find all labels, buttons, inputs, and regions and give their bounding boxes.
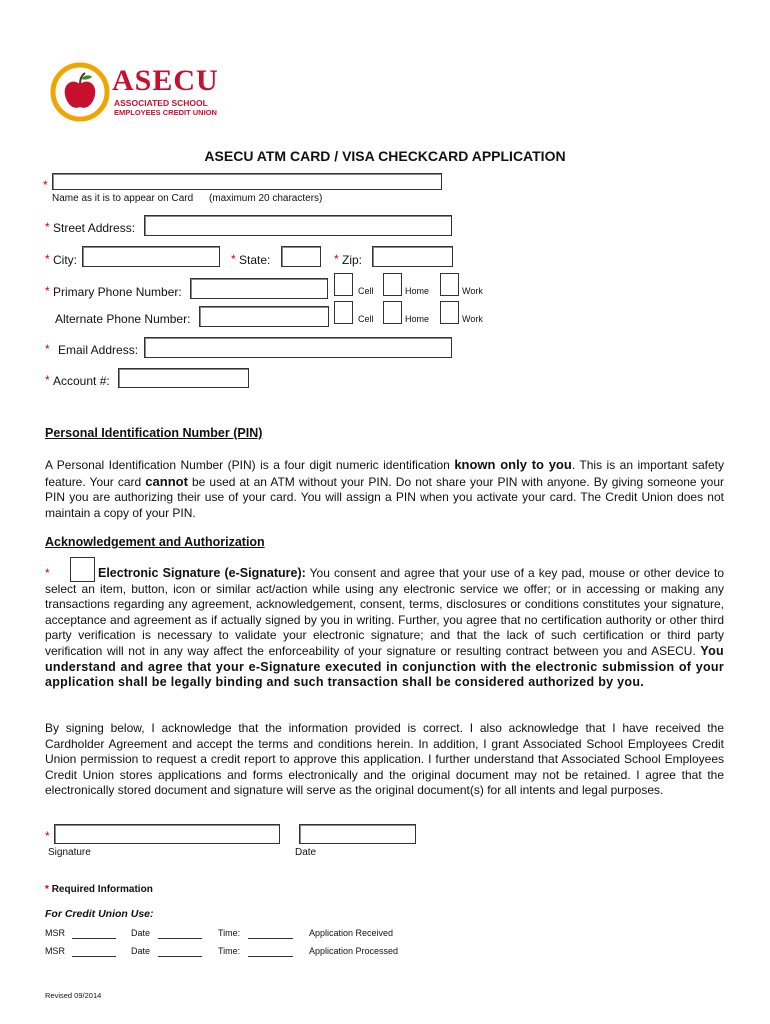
esignature-paragraph bbox=[45, 566, 724, 691]
state-input[interactable] bbox=[281, 246, 321, 267]
ack-heading: Acknowledgement and Authorization bbox=[45, 535, 265, 549]
pin-text-bold-2: cannot bbox=[145, 473, 188, 489]
revised-note: Revised 09/2014 bbox=[45, 991, 102, 1000]
primary-phone-input[interactable] bbox=[190, 278, 328, 299]
alternate-work-label: Work bbox=[462, 314, 483, 324]
time-label: Time: bbox=[218, 946, 241, 956]
pin-text-2: . This is an important safety feature. Your card bbox=[45, 458, 724, 489]
pin-paragraph bbox=[45, 457, 724, 521]
esignature-title: Electronic Signature (e-Signature): bbox=[98, 566, 306, 580]
pin-text-bold-1: known only to you bbox=[454, 457, 572, 472]
required-marker: * bbox=[45, 220, 50, 234]
required-marker: * bbox=[45, 566, 50, 580]
date-label: Date bbox=[295, 847, 317, 858]
alternate-phone-label: Alternate Phone Number: bbox=[55, 312, 191, 326]
required-marker: * bbox=[45, 342, 50, 356]
alternate-home-checkbox[interactable] bbox=[383, 301, 402, 324]
date-blank[interactable] bbox=[158, 946, 202, 957]
esignature-bold-text: You understand and agree that your e-Signature executed in conjunction with the electronic submission of your application shall be legally binding and such transaction shall be considered authorized by you. bbox=[45, 643, 724, 690]
email-input[interactable] bbox=[144, 337, 452, 358]
alternate-home-label: Home bbox=[405, 314, 430, 324]
account-label: Account #: bbox=[53, 374, 110, 388]
page-title: ASECU ATM CARD / VISA CHECKCARD APPLICATION bbox=[204, 148, 566, 164]
msr-blank[interactable] bbox=[72, 928, 116, 939]
time-label: Time: bbox=[218, 928, 241, 938]
required-info-text: Required Information bbox=[51, 884, 153, 895]
signing-paragraph: By signing below, I acknowledge that the information provided is correct. I also acknowledge that I have received the Cardholder Agreement and accept the terms and conditions herein. In addition, I grant Associated School Employees Credit Union permission to request a credit report to approve this application. I further understand that Associated School Employees Credit Union stores applications and forms electronically and the original document may not be retained. I agree that the electronically stored document and signature will serve as the original document(s) for all intents and legal purposes. bbox=[45, 721, 724, 798]
primary-work-label: Work bbox=[462, 286, 483, 296]
time-blank[interactable] bbox=[248, 928, 293, 939]
date-input[interactable] bbox=[299, 824, 416, 844]
logo-brand: ASECU bbox=[112, 64, 219, 97]
required-marker: * bbox=[334, 252, 339, 266]
alternate-phone-input[interactable] bbox=[199, 306, 329, 327]
cu-use-row bbox=[45, 946, 445, 960]
primary-home-label: Home bbox=[405, 286, 430, 296]
esignature-text: You consent and agree that your use of a key pad, mouse or other device to select an item, button, icon or similar act/action while using any electronic service we offer; or in accessing or making any transactions regarding any agreement, acknowledgement, consent, terms, disclosures or conditions constitutes your signature, acceptance and agreement as if actually signed by you in writing. Further, you agree that no certification authority or other third party verification is necessary to validate your electronic signature; and that the lack of such certification or third party verification will not in any way affect the enforceability of your signature or resulting contract between you and ASECU. bbox=[45, 566, 724, 658]
required-marker: * bbox=[45, 884, 49, 895]
required-info-note bbox=[45, 884, 153, 895]
zip-input[interactable] bbox=[372, 246, 453, 267]
cu-use-row bbox=[45, 928, 445, 942]
required-marker: * bbox=[45, 252, 50, 266]
alternate-work-checkbox[interactable] bbox=[440, 301, 459, 324]
logo bbox=[50, 62, 220, 124]
required-marker: * bbox=[43, 178, 48, 192]
required-marker: * bbox=[45, 284, 50, 298]
cu-use-heading: For Credit Union Use: bbox=[45, 908, 154, 920]
status-label: Application Processed bbox=[309, 946, 399, 956]
alternate-cell-checkbox[interactable] bbox=[334, 301, 353, 324]
card-name-caption: Name as it is to appear on Card bbox=[52, 193, 194, 204]
primary-cell-checkbox[interactable] bbox=[334, 273, 353, 296]
pin-heading: Personal Identification Number (PIN) bbox=[45, 426, 263, 440]
card-name-input[interactable] bbox=[52, 173, 442, 190]
primary-home-checkbox[interactable] bbox=[383, 273, 402, 296]
email-label: Email Address: bbox=[58, 343, 139, 357]
signature-input[interactable] bbox=[54, 824, 280, 844]
msr-blank[interactable] bbox=[72, 946, 116, 957]
primary-cell-label: Cell bbox=[358, 286, 374, 296]
msr-label: MSR bbox=[45, 946, 65, 956]
state-label: State: bbox=[239, 253, 271, 267]
primary-phone-label: Primary Phone Number: bbox=[53, 285, 182, 299]
date-blank[interactable] bbox=[158, 928, 202, 939]
alternate-cell-label: Cell bbox=[358, 314, 374, 324]
msr-label: MSR bbox=[45, 928, 65, 938]
account-input[interactable] bbox=[118, 368, 249, 388]
time-blank[interactable] bbox=[248, 946, 293, 957]
pin-text-1: A Personal Identification Number (PIN) is a four digit numeric identification bbox=[45, 458, 455, 472]
city-label: City: bbox=[53, 253, 77, 267]
required-marker: * bbox=[231, 252, 236, 266]
date-label: Date bbox=[131, 946, 151, 956]
street-label: Street Address: bbox=[53, 221, 136, 235]
logo-line1: ASSOCIATED SCHOOL bbox=[114, 98, 208, 108]
street-input[interactable] bbox=[144, 215, 452, 236]
status-label: Application Received bbox=[309, 928, 394, 938]
card-name-hint: (maximum 20 characters) bbox=[209, 193, 323, 204]
pin-text-3: be used at an ATM without your PIN. Do not share your PIN with anyone. By giving someone your PIN you are authorizing their use of your card. You will assign a PIN when you activate your card. The Credit Union does not maintain a copy of your PIN. bbox=[45, 474, 725, 520]
date-label: Date bbox=[131, 928, 151, 938]
required-marker: * bbox=[45, 373, 50, 387]
primary-work-checkbox[interactable] bbox=[440, 273, 459, 296]
zip-label: Zip: bbox=[342, 253, 363, 267]
city-input[interactable] bbox=[82, 246, 220, 267]
apple-logo-icon bbox=[50, 62, 110, 122]
required-marker: * bbox=[45, 829, 50, 843]
logo-line2: EMPLOYEES CREDIT UNION bbox=[114, 108, 217, 117]
signature-label: Signature bbox=[48, 847, 91, 858]
